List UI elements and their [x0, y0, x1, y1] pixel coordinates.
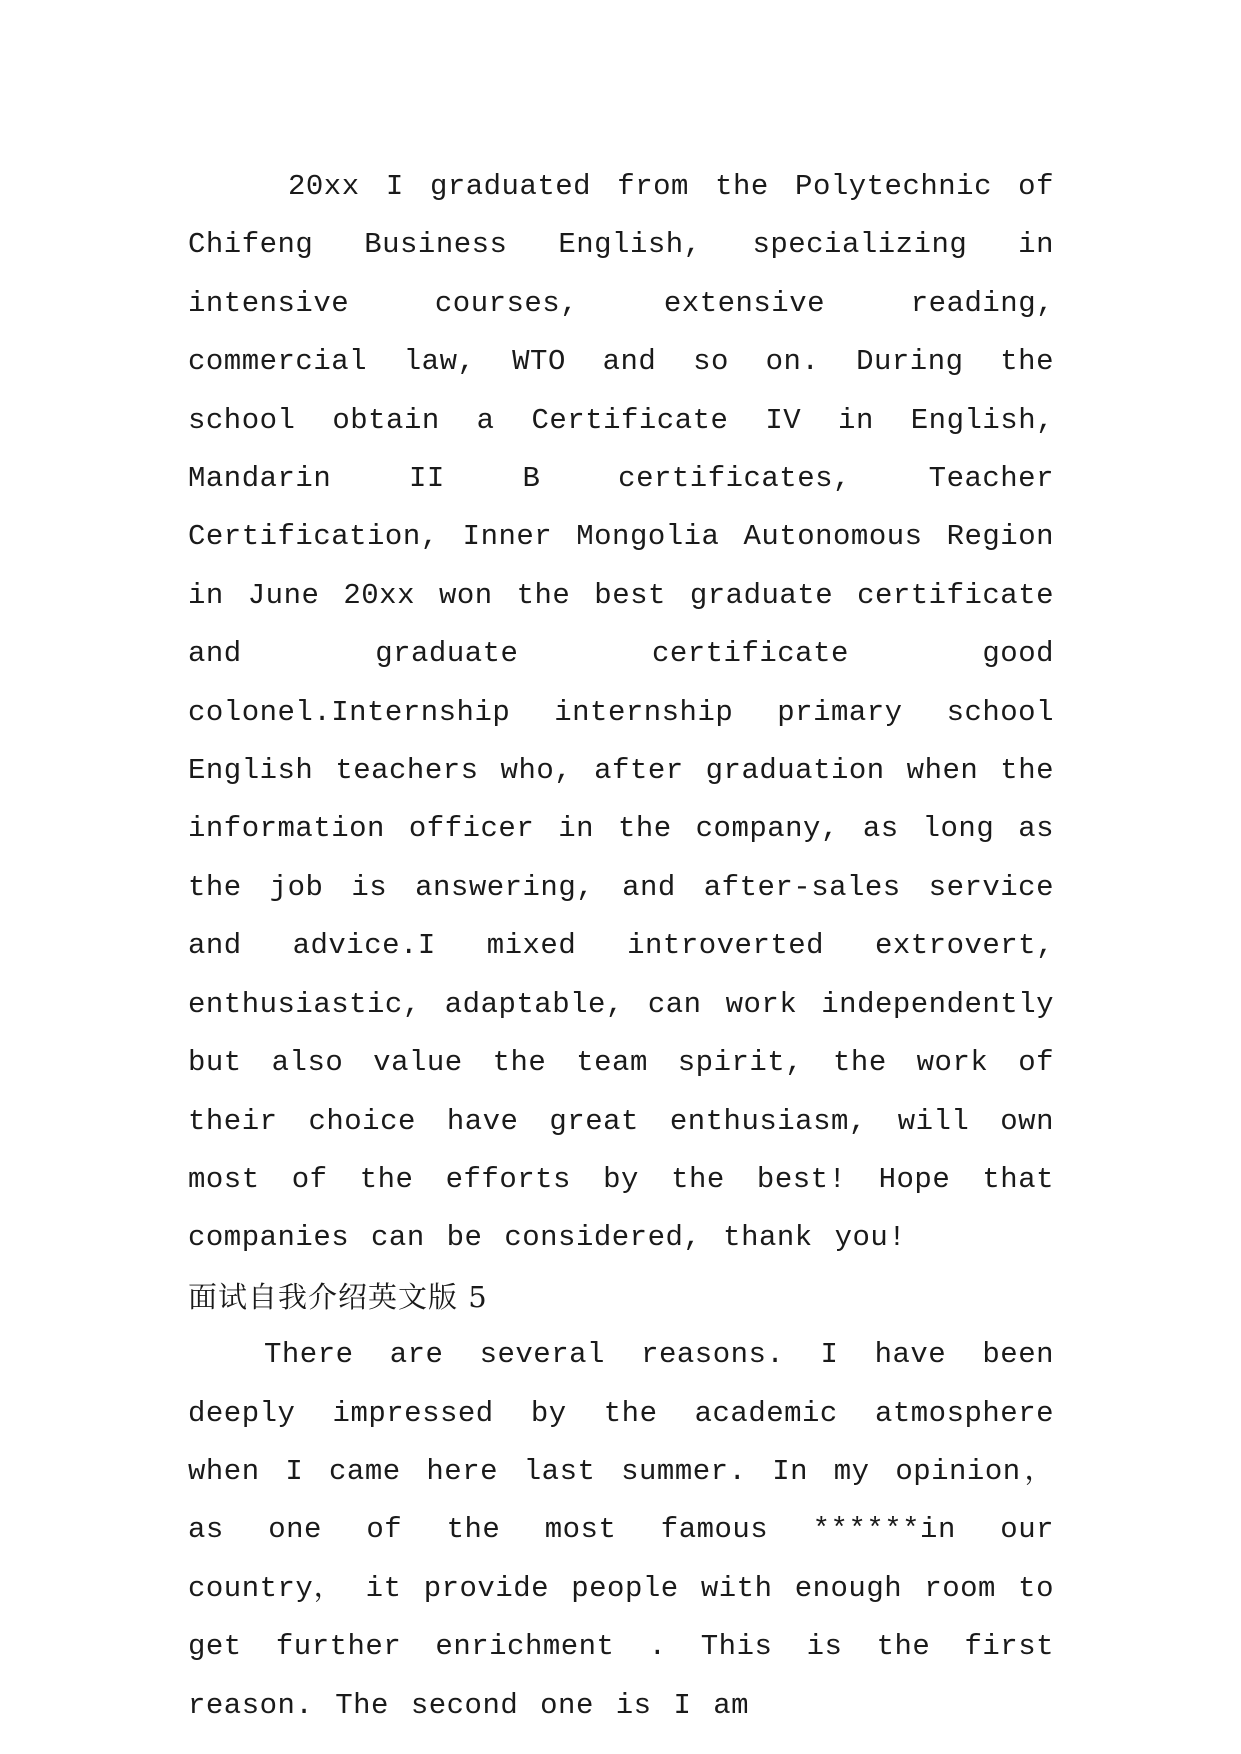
body-paragraph: 20xx I graduated from the Polytechnic of Chifeng Business English, specializing in intensive courses, extensive reading, commercial law, WTO and so on. During the school obtain a Certificate IV in English, Mandarin II B certificates, Teacher Certification, Inner Mongolia Autonomous Region in June 20xx won the best graduate certificate and graduate certificate good colonel.Internship internship primary school English teachers who, after graduation when the information officer in the company, as long as the job is answering, and after-sales service and advice.I mixed introverted extrovert, enthusiastic, adaptable, can work independently but also value the team spirit, the work of their choice have great enthusiasm, will own most of the efforts by the best! Hope that companies can be considered, thank you!: [188, 170, 1054, 1255]
document-page: [188, 158, 1054, 1735]
body-paragraph: There are several reasons. I have been deeply impressed by the academic atmosphere when I came here last summer. In my opinion， as one of the most famous ******in our country， it provide people with enough room to get further enrichment . This is the first reason. The second one is I am: [188, 1338, 1054, 1722]
section-heading: 面试自我介绍英文版 5: [188, 1279, 488, 1314]
